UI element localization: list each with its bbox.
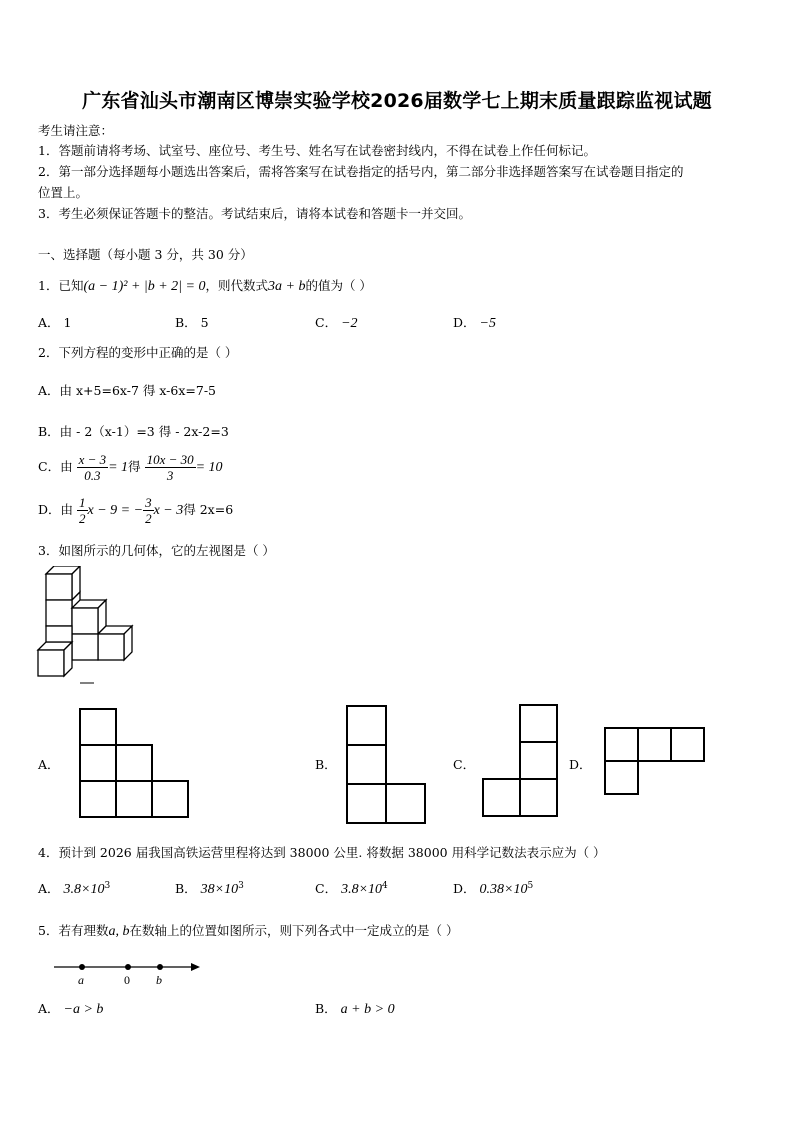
question-3: 3．如图所示的几何体，它的左视图是（ ） [38, 543, 275, 558]
notice-item: 3．考生必须保证答题卡的整洁。考试结束后，请将本试卷和答题卡一并交回。 [38, 206, 471, 221]
fraction: $\frac{1}{2}$ [79, 495, 86, 526]
cube [46, 566, 80, 600]
question-number: 1． [38, 278, 59, 293]
number-line [50, 957, 205, 989]
option-d: D．由 $\frac{1}{2}$ x − 9 = − $\frac{3}{2}$ x − 3得 2x=6 [38, 495, 234, 526]
option-c: C． −2 [315, 315, 358, 331]
fraction: $\frac{10x - 30}{3}$ [146, 452, 194, 483]
option-c: C． $3.8\times 10^4$ [315, 880, 388, 897]
point-a [79, 964, 85, 970]
cube [72, 600, 106, 634]
cube [98, 626, 132, 660]
option-b: B． [315, 757, 337, 772]
notice-heading: 考生请注意： [38, 123, 114, 138]
option-a: A． [38, 757, 60, 772]
cube [38, 642, 72, 676]
cube [72, 634, 98, 660]
question-text: ，则代数式 [205, 278, 268, 293]
option-b: B． a + b > 0 [315, 1001, 395, 1017]
option-a: A．由 x+5=6x-7 得 x-6x=7-5 [38, 383, 217, 398]
notice-item: 1．答题前请将考场、试室号、座位号、考生号、姓名写在试卷密封线内，不得在试卷上作任何标记。 [38, 143, 596, 158]
option-d: D． $0.38\times 10^5$ [453, 880, 534, 897]
option-b-view [345, 704, 429, 824]
option-a: A． $3.8\times 10^3$ [38, 880, 111, 897]
point-b [157, 964, 163, 970]
option-d: D． −5 [453, 315, 496, 331]
question-1 [38, 276, 372, 295]
option-c: C．由 $\frac{x - 3}{0.3}$ = 1得 $\frac{10x - 30}{3}$ = 10 [38, 452, 223, 483]
option-a: A． −a > b [38, 1001, 104, 1017]
question-4: 4．预计到 2026 届我国高铁运营里程将达到 38000 公里. 将数据 38000 用科学记数法表示应为（ ） [38, 845, 606, 860]
question-5: 5．若有理数a, b在数轴上的位置如图所示，则下列各式中一定成立的是（ ） [38, 923, 459, 939]
question-text: 已知 [58, 278, 84, 293]
option-b: B． 5 [175, 315, 209, 330]
math-expression: (a − 1)² + |b + 2| = 0 [83, 279, 206, 294]
label-b: b [156, 973, 162, 987]
fraction: $\frac{3}{2}$ [145, 495, 152, 526]
question-2: 2．下列方程的变形中正确的是（ ） [38, 345, 238, 360]
option-a-view [78, 707, 190, 819]
label-a: a [78, 973, 84, 987]
option-b: B． $38\times 10^3$ [175, 880, 244, 897]
section-heading: 一、选择题（每小题 3 分，共 30 分） [38, 247, 253, 262]
option-d-view [603, 726, 707, 796]
point-zero [125, 964, 131, 970]
option-c-view [481, 703, 561, 819]
question-text: 的值为（ ） [305, 278, 372, 293]
notice-item: 位置上。 [38, 185, 89, 200]
option-c: C． [453, 757, 476, 772]
notice-item: 2．第一部分选择题每小题选出答案后，需将答案写在试卷指定的括号内，第二部分非选择题答案写在试卷题目指定的 [38, 164, 684, 179]
option-a: A． 1 [38, 315, 72, 330]
fraction: $\frac{x - 3}{0.3}$ [78, 452, 107, 483]
page-title: 广东省汕头市潮南区博崇实验学校2026届数学七上期末质量跟踪监视试题 [82, 90, 712, 112]
option-b: B．由 - 2（x-1）=3 得 - 2x-2=3 [38, 424, 229, 439]
math-expression: 3a + b [268, 279, 306, 294]
option-d: D． [569, 757, 592, 772]
label-zero: 0 [124, 973, 130, 987]
cube-solid-figure [34, 566, 144, 688]
